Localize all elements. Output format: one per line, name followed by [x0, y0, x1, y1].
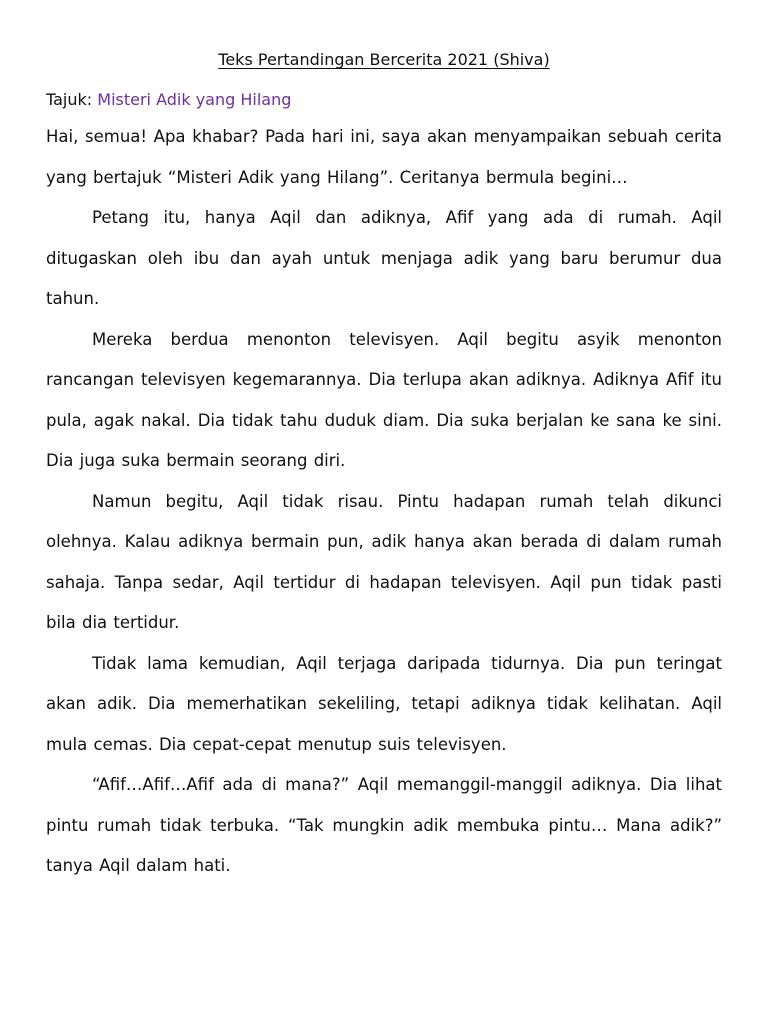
paragraph-2: Mereka berdua menonton televisyen. Aqil begitu asyik menonton rancangan televisyen kegemarannya. Dia terlupa akan adiknya. Adiknya Afif itu pula, agak nakal. Dia tidak tahu duduk diam. Dia suka berjalan ke sana ke sini. Dia juga suka bermain seorang diri. [46, 329, 722, 470]
subject-value: Misteri Adik yang Hilang [97, 90, 292, 109]
document-title-text: Teks Pertandingan Bercerita 2021 (Shiva) [218, 50, 550, 69]
paragraph-4: Tidak lama kemudian, Aqil terjaga daripada tidurnya. Dia pun teringat akan adik. Dia memerhatikan sekeliling, tetapi adiknya tidak kelihatan. Aqil mula cemas. Dia cepat-cepat menutup suis televisyen. [46, 653, 722, 754]
paragraph-intro: Hai, semua! Apa khabar? Pada hari ini, saya akan menyampaikan sebuah cerita yang bertajuk “Misteri Adik yang Hilang”. Ceritanya bermula begini… [46, 127, 722, 187]
story-subject [46, 88, 722, 112]
subject-label: Tajuk: [46, 90, 93, 109]
paragraph-3: Namun begitu, Aqil tidak risau. Pintu hadapan rumah telah dikunci olehnya. Kalau adiknya bermain pun, adik hanya akan berada di dalam rumah sahaja. Tanpa sedar, Aqil tertidur di hadapan televisyen. Aqil pun tidak pasti bila dia tertidur. [46, 491, 722, 632]
document-title [46, 48, 722, 72]
paragraph-5: “Afif…Afif…Afif ada di mana?” Aqil memanggil-manggil adiknya. Dia lihat pintu rumah tidak terbuka. “Tak mungkin adik membuka pintu… Mana adik?” tanya Aqil dalam hati. [46, 775, 722, 875]
document-page [46, 48, 722, 887]
paragraph-1: Petang itu, hanya Aqil dan adiknya, Afif yang ada di rumah. Aqil ditugaskan oleh ibu dan ayah untuk menjaga adik yang baru berumur dua tahun. [46, 208, 722, 308]
